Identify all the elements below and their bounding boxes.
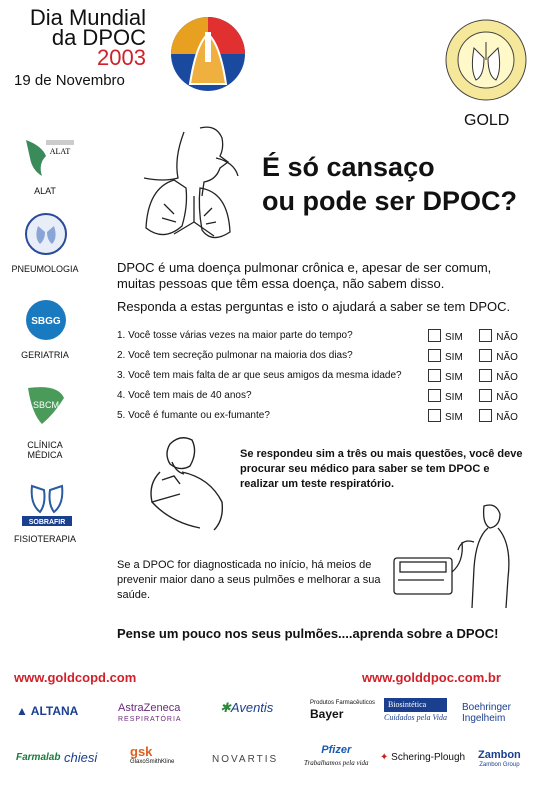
schering-name: Schering-Plough bbox=[391, 752, 466, 763]
sponsor-zambon bbox=[478, 750, 521, 770]
event-logo-icon bbox=[168, 14, 248, 94]
yes-label: SIM bbox=[445, 372, 463, 383]
astrazeneca-name: AstraZeneca bbox=[118, 702, 181, 714]
question-5: 5. Você é fumante ou ex-fumante? bbox=[117, 410, 270, 421]
no-checkbox[interactable] bbox=[479, 369, 492, 382]
clinica-medica-logo-icon bbox=[18, 384, 74, 428]
lungs-illustration bbox=[104, 118, 254, 250]
sponsor-novartis: NOVARTIS bbox=[212, 754, 279, 765]
sidebar-label-alat: ALAT bbox=[34, 186, 56, 196]
headline-line2: ou pode ser DPOC? bbox=[262, 186, 518, 216]
sponsor-schering bbox=[380, 752, 465, 763]
answers-q2 bbox=[428, 347, 518, 365]
sponsor-pfizer bbox=[304, 744, 369, 770]
event-title bbox=[26, 5, 146, 70]
pneumologia-logo-icon bbox=[24, 212, 68, 256]
question-1: 1. Você tosse várias vezes na maior parte do tempo? bbox=[117, 330, 353, 341]
url-left-link[interactable]: www.goldcopd.com bbox=[14, 670, 137, 685]
yes-checkbox[interactable] bbox=[428, 329, 441, 342]
gold-seal-icon bbox=[444, 18, 528, 102]
alat-logo-text: ALAT bbox=[49, 147, 71, 156]
yes-checkbox[interactable] bbox=[428, 369, 441, 382]
altana-name: ALTANA bbox=[30, 704, 79, 718]
zambon-name: Zambon bbox=[478, 749, 521, 761]
sponsor-astrazeneca bbox=[118, 702, 182, 726]
boehringer-name: Boehringer bbox=[462, 702, 511, 713]
no-checkbox[interactable] bbox=[479, 389, 492, 402]
zambon-sub: Zambon Group bbox=[479, 762, 520, 768]
aventis-name: Aventis bbox=[230, 700, 274, 715]
question-3: 3. Você tem mais falta de ar que seus amigos da mesma idade? bbox=[117, 370, 402, 381]
clinica-logo-text: SBCM bbox=[32, 400, 60, 410]
bayer-sub: Produtos Farmacêuticos bbox=[310, 700, 376, 706]
sponsor-altana bbox=[16, 704, 78, 718]
aventis-icon: ✱ bbox=[220, 700, 231, 715]
event-date: 19 de Novembro bbox=[14, 72, 125, 89]
event-year: 2003 bbox=[97, 45, 146, 70]
sidebar-label-fisioterapia: FISIOTERAPIA bbox=[13, 534, 76, 544]
gsk-sub: GlaxoSmithKline bbox=[130, 759, 175, 765]
sponsor-boehringer bbox=[462, 702, 511, 724]
no-checkbox[interactable] bbox=[479, 349, 492, 362]
yes-label: SIM bbox=[445, 412, 463, 423]
title-line1: Dia Mundial bbox=[29, 5, 146, 30]
answers-q5 bbox=[428, 407, 518, 425]
yes-label: SIM bbox=[445, 352, 463, 363]
sponsor-aventis bbox=[220, 700, 273, 716]
no-label: NÃO bbox=[496, 392, 518, 403]
advice-text: Se respondeu sim a três ou mais questões, você deve procurar seu médico para saber se tem DPOC e realizar um teste respiratório. bbox=[240, 448, 523, 490]
sponsor-bayer bbox=[310, 698, 375, 720]
geriatria-logo-text: SBGG bbox=[31, 316, 61, 327]
closing-text: Pense um pouco nos seus pulmões....aprenda sobre a DPOC! bbox=[117, 626, 499, 641]
sobrafir-logo-text: SOBRAFIR bbox=[28, 519, 66, 526]
alat-logo-icon bbox=[16, 136, 76, 180]
sidebar-label-clinica-line2: MÉDICA bbox=[27, 450, 63, 460]
question-4: 4. Você tem mais de 40 anos? bbox=[117, 390, 252, 401]
sponsor-farmalab: Farmalab bbox=[16, 752, 61, 763]
url-right-link[interactable]: www.golddpoc.com.br bbox=[362, 670, 501, 685]
altana-icon: ▲ bbox=[16, 704, 28, 718]
spirometry-illustration bbox=[388, 498, 528, 610]
yes-label: SIM bbox=[445, 392, 463, 403]
prevention-text: Se a DPOC for diagnosticada no início, há meios de prevenir maior dano a seus pulmões e melhorar a sua saúde. bbox=[117, 559, 381, 601]
question-2: 2. Você tem secreção pulmonar na maioria dos dias? bbox=[117, 350, 353, 361]
sidebar-label-geriatria: GERIATRIA bbox=[21, 350, 69, 360]
astrazeneca-sub: RESPIRATÓRIA bbox=[118, 716, 182, 723]
headline bbox=[262, 150, 517, 218]
schering-icon: ✦ bbox=[380, 752, 389, 763]
biosintetica-sub: Cuidados pela Vida bbox=[384, 713, 447, 722]
pfizer-name: Pfizer bbox=[321, 744, 352, 756]
no-label: NÃO bbox=[496, 372, 518, 383]
headline-line1: É só cansaço bbox=[262, 152, 435, 182]
pfizer-sub: Trabalhamos pela vida bbox=[304, 759, 369, 767]
yes-label: SIM bbox=[445, 332, 463, 343]
answers-q1 bbox=[428, 327, 518, 345]
coughing-man-illustration bbox=[140, 432, 236, 532]
biosintetica-name: Biosintética bbox=[384, 698, 447, 712]
yes-checkbox[interactable] bbox=[428, 409, 441, 422]
bayer-name: Bayer bbox=[310, 707, 344, 721]
gsk-name: gsk bbox=[130, 744, 153, 759]
no-label: NÃO bbox=[496, 412, 518, 423]
sponsor-gsk bbox=[130, 746, 174, 768]
sidebar-label-pneumologia: PNEUMOLOGIA bbox=[11, 264, 79, 274]
no-checkbox[interactable] bbox=[479, 409, 492, 422]
fisioterapia-logo-icon bbox=[22, 482, 72, 528]
answers-q4 bbox=[428, 387, 518, 405]
yes-checkbox[interactable] bbox=[428, 389, 441, 402]
sponsor-biosintetica bbox=[384, 698, 447, 724]
sidebar-label-clinica-line1: CLÍNICA bbox=[27, 440, 63, 450]
gold-label: GOLD bbox=[464, 112, 510, 129]
sidebar-label-clinica bbox=[10, 440, 80, 460]
answers-q3 bbox=[428, 367, 518, 385]
intro-text: DPOC é uma doença pulmonar crônica e, apesar de ser comum, muitas pessoas que têm essa doença, não sabem disso. bbox=[117, 260, 492, 291]
sponsor-chiesi: chiesi bbox=[64, 750, 98, 765]
yes-checkbox[interactable] bbox=[428, 349, 441, 362]
no-checkbox[interactable] bbox=[479, 329, 492, 342]
no-label: NÃO bbox=[496, 332, 518, 343]
no-label: NÃO bbox=[496, 352, 518, 363]
geriatria-logo-icon bbox=[24, 298, 68, 342]
ingelheim-name: Ingelheim bbox=[462, 713, 506, 724]
title-line2: da DPOC bbox=[51, 25, 146, 50]
quiz-prompt: Responda a estas perguntas e isto o ajudará a saber se tem DPOC. bbox=[117, 299, 511, 314]
